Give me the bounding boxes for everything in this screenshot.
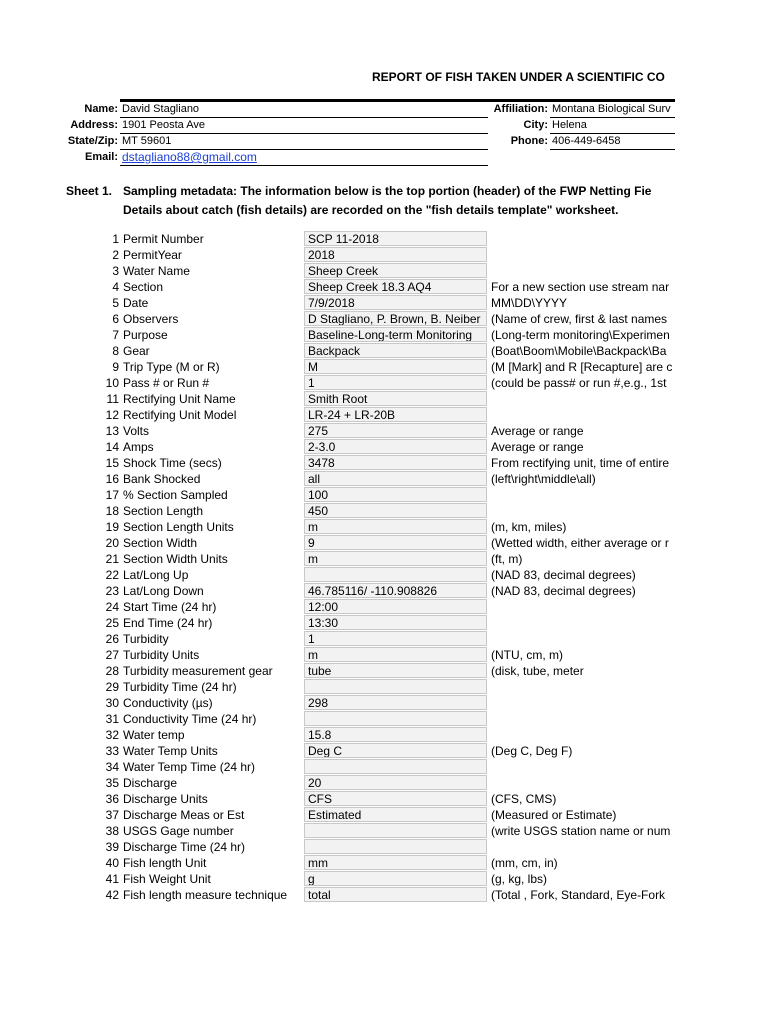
- row-number: 28: [105, 664, 119, 678]
- row-number: 9: [112, 360, 119, 374]
- row-value-field[interactable]: [304, 679, 487, 694]
- row-number: 4: [112, 280, 119, 294]
- row-value-field[interactable]: m: [304, 519, 487, 534]
- row-number: 2: [112, 248, 119, 262]
- row-number: 6: [112, 312, 119, 326]
- row-number: 10: [105, 376, 119, 390]
- row-label: Purpose: [123, 328, 168, 342]
- row-note: (could be pass# or run #,e.g., 1st: [491, 376, 667, 390]
- row-number: 42: [105, 888, 119, 902]
- address-field[interactable]: 1901 Peosta Ave: [120, 118, 488, 134]
- row-note: (g, kg, lbs): [491, 872, 548, 886]
- row-number: 41: [105, 872, 119, 886]
- row-label: Start Time (24 hr): [123, 600, 217, 614]
- row-value-field[interactable]: 15.8: [304, 727, 487, 742]
- row-note: (NAD 83, decimal degrees): [491, 584, 636, 598]
- row-value-field[interactable]: 46.785116/ -110.908826: [304, 583, 487, 598]
- name-label: Name:: [84, 103, 118, 115]
- row-label: Water Temp Units: [123, 744, 218, 758]
- row-label: Conductivity Time (24 hr): [123, 712, 257, 726]
- row-number: 38: [105, 824, 119, 838]
- row-label: Volts: [123, 424, 150, 438]
- row-value-field[interactable]: m: [304, 647, 487, 662]
- row-label: Discharge Time (24 hr): [123, 840, 246, 854]
- name-field[interactable]: David Stagliano: [120, 102, 488, 118]
- report-title: REPORT OF FISH TAKEN UNDER A SCIENTIFIC CO: [372, 70, 665, 84]
- row-value-field[interactable]: 1: [304, 631, 487, 646]
- row-label: Amps: [123, 440, 154, 454]
- row-number: 40: [105, 856, 119, 870]
- row-number: 18: [105, 504, 119, 518]
- row-value-field[interactable]: 1: [304, 375, 487, 390]
- row-number: 27: [105, 648, 119, 662]
- row-value-field[interactable]: 7/9/2018: [304, 295, 487, 310]
- row-note: (left\right\middle\all): [491, 472, 596, 486]
- statezip-label: State/Zip:: [67, 135, 118, 147]
- row-value-field[interactable]: 2018: [304, 247, 487, 262]
- row-label: Fish Weight Unit: [123, 872, 211, 886]
- row-note: (Total , Fork, Standard, Eye-Fork: [491, 888, 666, 902]
- row-note: (NTU, cm, m): [491, 648, 563, 662]
- row-label: Water Name: [123, 264, 190, 278]
- row-value-field[interactable]: LR-24 + LR-20B: [304, 407, 487, 422]
- row-number: 23: [105, 584, 119, 598]
- row-number: 34: [105, 760, 119, 774]
- row-note: (Wetted width, either average or r: [491, 536, 669, 550]
- row-value-field[interactable]: Deg C: [304, 743, 487, 758]
- row-number: 25: [105, 616, 119, 630]
- row-value-field[interactable]: [304, 567, 487, 582]
- row-label: Shock Time (secs): [123, 456, 222, 470]
- row-note: (Boat\Boom\Mobile\Backpack\Ba: [491, 344, 667, 358]
- row-label: Observers: [123, 312, 179, 326]
- row-label: Date: [123, 296, 149, 310]
- row-number: 15: [105, 456, 119, 470]
- row-number: 12: [105, 408, 119, 422]
- row-number: 29: [105, 680, 119, 694]
- row-value-field[interactable]: 298: [304, 695, 487, 710]
- row-label: Trip Type (M or R): [123, 360, 220, 374]
- phone-field[interactable]: 406-449-6458: [550, 134, 675, 150]
- row-value-field[interactable]: 12:00: [304, 599, 487, 614]
- city-field[interactable]: Helena: [550, 118, 675, 134]
- row-note: (disk, tube, meter: [491, 664, 584, 678]
- row-note: (m, km, miles): [491, 520, 567, 534]
- statezip-field[interactable]: MT 59601: [120, 134, 488, 150]
- row-note: MM\DD\YYYY: [491, 296, 568, 310]
- email-link[interactable]: dstagliano88@gmail.com: [120, 150, 488, 166]
- row-label: Section Length: [123, 504, 204, 518]
- row-value-field[interactable]: D Stagliano, P. Brown, B. Neiber: [304, 311, 487, 326]
- row-value-field[interactable]: [304, 759, 487, 774]
- row-note: (write USGS station name or num: [491, 824, 671, 838]
- row-note: (Long-term monitoring\Experimen: [491, 328, 670, 342]
- row-note: (M [Mark] and R [Recapture] are c: [491, 360, 673, 374]
- row-label: Discharge: [123, 776, 178, 790]
- row-number: 31: [105, 712, 119, 726]
- row-label: PermitYear: [123, 248, 182, 262]
- affiliation-label: Affiliation:: [493, 103, 548, 115]
- row-note: (Measured or Estimate): [491, 808, 617, 822]
- row-number: 37: [105, 808, 119, 822]
- phone-label: Phone:: [510, 135, 548, 147]
- row-note: (mm, cm, in): [491, 856, 558, 870]
- sheet-description-line2: Details about catch (fish details) are recorded on the "fish details template" worksheet.: [123, 203, 619, 217]
- row-number: 16: [105, 472, 119, 486]
- row-note: (Deg C, Deg F): [491, 744, 573, 758]
- sheet-label: Sheet 1.: [66, 184, 113, 198]
- row-number: 7: [112, 328, 119, 342]
- row-note: For a new section use stream nar: [491, 280, 670, 294]
- row-value-field[interactable]: tube: [304, 663, 487, 678]
- row-label: Section: [123, 280, 164, 294]
- row-note: (Name of crew, first & last names: [491, 312, 668, 326]
- row-number: 20: [105, 536, 119, 550]
- row-label: Rectifying Unit Name: [123, 392, 236, 406]
- row-label: Section Length Units: [123, 520, 234, 534]
- row-number: 17: [105, 488, 119, 502]
- row-value-field[interactable]: Backpack: [304, 343, 487, 358]
- row-label: Turbidity: [123, 632, 169, 646]
- row-label: Water temp: [123, 728, 185, 742]
- row-label: Rectifying Unit Model: [123, 408, 237, 422]
- row-value-field[interactable]: Sheep Creek 18.3 AQ4: [304, 279, 487, 294]
- row-label: Discharge Meas or Est: [123, 808, 245, 822]
- row-value-field[interactable]: mm: [304, 855, 487, 870]
- row-number: 1: [112, 232, 119, 246]
- row-value-field[interactable]: Smith Root: [304, 391, 487, 406]
- row-value-field[interactable]: SCP 11-2018: [304, 231, 487, 246]
- row-number: 19: [105, 520, 119, 534]
- row-label: Section Width Units: [123, 552, 228, 566]
- row-note: From rectifying unit, time of entire: [491, 456, 670, 470]
- row-value-field[interactable]: 20: [304, 775, 487, 790]
- row-value-field[interactable]: 13:30: [304, 615, 487, 630]
- row-value-field[interactable]: [304, 823, 487, 838]
- row-value-field[interactable]: Baseline-Long-term Monitoring: [304, 327, 487, 342]
- row-note: (CFS, CMS): [491, 792, 557, 806]
- email-label: Email:: [84, 151, 118, 163]
- row-label: Lat/Long Down: [123, 584, 204, 598]
- row-number: 13: [105, 424, 119, 438]
- row-label: Gear: [123, 344, 150, 358]
- row-value-field[interactable]: M: [304, 359, 487, 374]
- row-label: Discharge Units: [123, 792, 208, 806]
- row-value-field[interactable]: total: [304, 887, 487, 902]
- row-number: 26: [105, 632, 119, 646]
- row-number: 8: [112, 344, 119, 358]
- row-value-field[interactable]: 100: [304, 487, 487, 502]
- row-note: (ft, m): [491, 552, 523, 566]
- row-value-field[interactable]: CFS: [304, 791, 487, 806]
- row-value-field[interactable]: 2-3.0: [304, 439, 487, 454]
- row-label: Fish length Unit: [123, 856, 207, 870]
- row-label: Lat/Long Up: [123, 568, 189, 582]
- row-value-field[interactable]: [304, 711, 487, 726]
- row-number: 11: [106, 392, 119, 406]
- row-value-field[interactable]: g: [304, 871, 487, 886]
- row-note: Average or range: [491, 440, 584, 454]
- row-value-field[interactable]: 3478: [304, 455, 487, 470]
- row-label: Turbidity measurement gear: [123, 664, 273, 678]
- row-label: Conductivity (µs): [123, 696, 213, 710]
- row-number: 24: [105, 600, 119, 614]
- row-value-field[interactable]: 9: [304, 535, 487, 550]
- row-number: 21: [105, 552, 119, 566]
- row-label: Bank Shocked: [123, 472, 201, 486]
- row-number: 35: [105, 776, 119, 790]
- row-label: % Section Sampled: [123, 488, 228, 502]
- row-number: 5: [112, 296, 119, 310]
- row-note: (NAD 83, decimal degrees): [491, 568, 636, 582]
- row-label: Turbidity Time (24 hr): [123, 680, 237, 694]
- row-number: 36: [105, 792, 119, 806]
- row-label: Fish length measure technique: [123, 888, 288, 902]
- city-label: City:: [523, 119, 548, 131]
- row-label: Section Width: [123, 536, 198, 550]
- row-label: End Time (24 hr): [123, 616, 213, 630]
- row-number: 32: [105, 728, 119, 742]
- row-value-field[interactable]: Estimated: [304, 807, 487, 822]
- row-label: Water Temp Time (24 hr): [123, 760, 256, 774]
- row-label: Permit Number: [123, 232, 204, 246]
- row-number: 22: [105, 568, 119, 582]
- row-number: 33: [105, 744, 119, 758]
- row-value-field[interactable]: 275: [304, 423, 487, 438]
- row-value-field[interactable]: [304, 839, 487, 854]
- row-value-field[interactable]: m: [304, 551, 487, 566]
- row-value-field[interactable]: Sheep Creek: [304, 263, 487, 278]
- address-label: Address:: [70, 119, 118, 131]
- row-value-field[interactable]: all: [304, 471, 487, 486]
- row-value-field[interactable]: 450: [304, 503, 487, 518]
- affiliation-field[interactable]: Montana Biological Surv: [550, 102, 675, 118]
- row-note: Average or range: [491, 424, 584, 438]
- row-label: USGS Gage number: [123, 824, 234, 838]
- sheet-description-line1: Sampling metadata: The information below is the top portion (header) of the FWP Netting Fie: [123, 184, 652, 198]
- row-number: 3: [112, 264, 119, 278]
- row-number: 30: [105, 696, 119, 710]
- row-number: 14: [105, 440, 119, 454]
- row-label: Pass # or Run #: [123, 376, 210, 390]
- row-number: 39: [105, 840, 119, 854]
- row-label: Turbidity Units: [123, 648, 200, 662]
